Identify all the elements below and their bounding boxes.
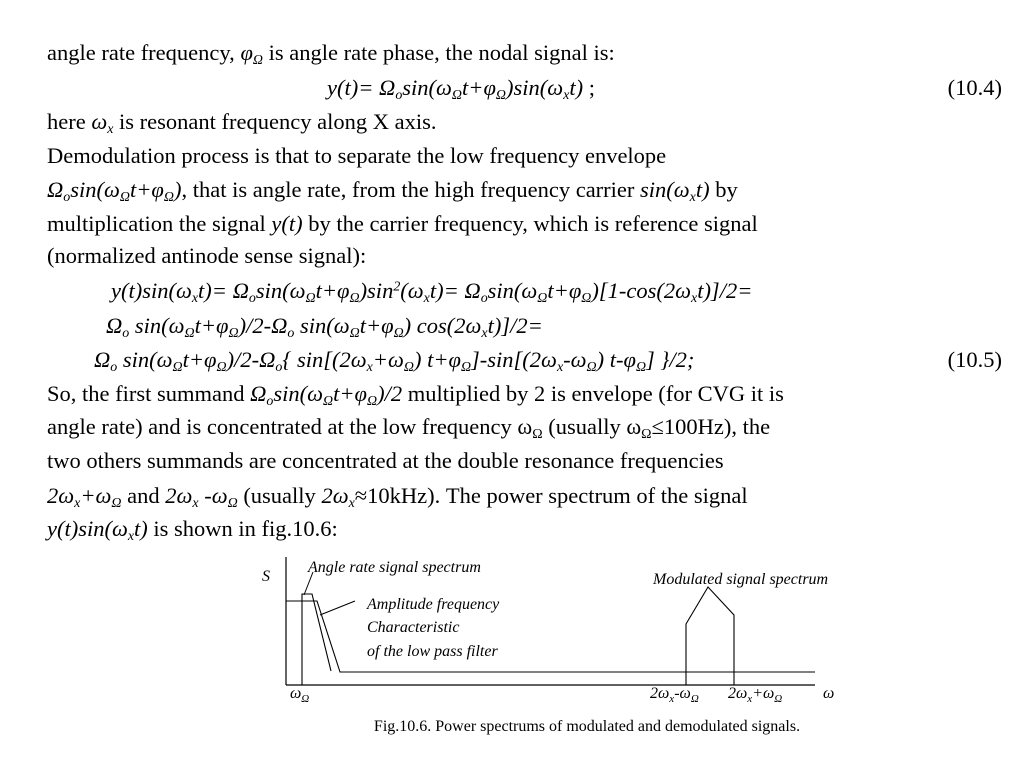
- filter-pointer: [320, 601, 355, 615]
- text-line-4: Demodulation process is that to separate the low frequency envelope: [47, 143, 667, 168]
- equation-number-10-4: (10.4): [947, 75, 1002, 100]
- spectrum-figure: [0, 545, 1024, 775]
- equation-10-4: $y(t)= \Omega_o\sin(\omega_\Omega t+\varphi_\Omega)\sin(\omega_xt)$ ;: [327, 75, 595, 104]
- y-axis-label: S: [262, 568, 270, 585]
- text-line-14: $2\omega_x+\omega_\Omega$ and $2\omega_x$ $-\omega_\Omega$ (usually $2\omega_x\approx 10kHz$). The power spectrum of the signal: [47, 483, 748, 512]
- two-omega-x-minus-tick: $2\omega_x-\omega_\Omega$: [650, 685, 699, 705]
- equation-10-5-line-1: $y(t)\sin(\omega_xt)= \Omega_o\sin(\omega_\Omega t+\varphi_\Omega)\sin^2(\omega_xt)= \Omega_o\sin(\omega_\Omega t+\varphi_\Omega)[1-\cos(2\omega_xt)]/2=$: [111, 278, 753, 307]
- text-line-5: $\Omega_o\sin(\omega_\Omega t+\varphi_\Omega)$, that is angle rate, from the high frequency carrier $\sin(\omega_xt)$ by: [47, 177, 738, 206]
- equation-number-10-5: (10.5): [947, 347, 1002, 372]
- two-omega-x-plus-tick: $2\omega_x+\omega_\Omega$: [728, 685, 783, 705]
- angle-rate-label: Angle rate signal spectrum: [308, 559, 481, 576]
- equation-10-5-line-2: $\Omega_o$ $\sin(\omega_\Omega t+\varphi_\Omega)/2-\Omega_o$ $\sin(\omega_\Omega t+\varphi_\Omega)$ $\cos(2\omega_xt)]/2=$: [106, 313, 543, 342]
- filter-characteristic-curve: [286, 601, 815, 672]
- equation-10-5-line-3: $\Omega_o$ $\sin(\omega_\Omega t+\varphi_\Omega)/2-\Omega_o${ $\sin[(2\omega_x+\omega_\Omega)$ $t+\varphi_\Omega]-\sin[(2\omega_x-\omega_\Omega)$ $t-\varphi_\Omega$] }/2;: [94, 347, 695, 376]
- modulated-spectrum-curve: [686, 587, 734, 685]
- figure-caption: Fig.10.6. Power spectrums of modulated and demodulated signals.: [373, 718, 801, 735]
- text-line-13: two others summands are concentrated at the double resonance frequencies: [47, 448, 724, 473]
- filter-label-line-3: of the low pass filter: [367, 643, 498, 660]
- text-line-1: angle rate frequency, $\varphi_\Omega$ is angle rate phase, the nodal signal is:: [47, 40, 615, 69]
- text-line-3: here $\omega_x$ is resonant frequency along X axis.: [47, 109, 437, 138]
- filter-label-line-1: Amplitude frequency: [367, 596, 500, 613]
- text-line-12: angle rate) and is concentrated at the low frequency $\omega_\Omega$ (usually $\omega_\Omega\le 100Hz$), the: [47, 414, 771, 443]
- filter-label-line-2: Characteristic: [367, 619, 460, 636]
- text-line-11: So, the first summand $\Omega_o\sin(\omega_\Omega t+\varphi_\Omega)/2$ multiplied by 2 is envelope (for CVG it is: [47, 381, 784, 410]
- angle-rate-spectrum-curve: [302, 594, 331, 685]
- text-line-6: multiplication the signal y(t) by the carrier frequency, which is reference signal: [47, 211, 758, 236]
- text-line-15: $y(t)\sin(\omega_xt)$ is shown in fig.10.6:: [47, 516, 338, 545]
- omega-omega-tick: $\omega_\Omega$: [290, 685, 310, 705]
- text-line-7: (normalized antinode sense signal):: [47, 243, 367, 268]
- x-axis-label: ω: [823, 685, 835, 702]
- modulated-label: Modulated signal spectrum: [653, 571, 829, 588]
